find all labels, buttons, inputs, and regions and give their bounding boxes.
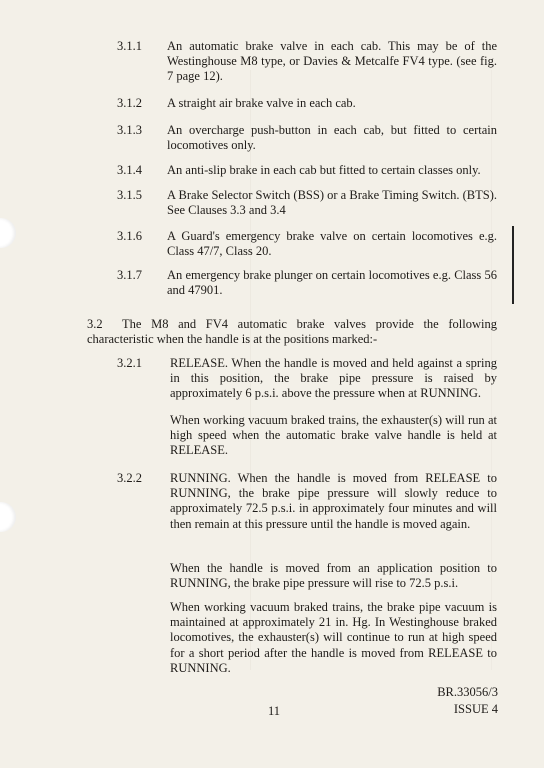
item-text: An anti-slip brake in each cab but fitted to certain classes only. [167, 163, 481, 177]
item-number: 3.1.2 [117, 96, 142, 110]
subitem-paragraph: When working vacuum braked trains, the exhauster(s) will run at high speed when the automatic brake valve handle is held at RELEASE. [170, 413, 497, 458]
item-text: An emergency brake plunger on certain locomotives e.g. Class 56 and 47901. [167, 268, 497, 298]
item-number: 3.1.7 [117, 268, 142, 282]
item-number: 3.1.1 [117, 39, 142, 53]
item-text: A straight air brake valve in each cab. [167, 96, 356, 110]
item-text: An overcharge push-button in each cab, but fitted to certain locomotives only. [167, 123, 497, 153]
subitem-number: 3.2.1 [117, 356, 142, 370]
page-number: 11 [268, 704, 281, 718]
punch-hole-bottom [0, 502, 16, 532]
subitem-paragraph: When working vacuum braked trains, the brake pipe vacuum is maintained at approximately 21 in. Hg. In Westinghouse braked locomotives, the exhauster(s) will continue to run at high speed for a short period after the handle is moved from RELEASE to RUNNING. [170, 600, 497, 675]
document-reference: BR.33056/3 [437, 685, 498, 699]
section-text: The M8 and FV4 automatic brake valves provide the following characteristic when the handle is at the positions marked:- [87, 317, 497, 347]
section-number: 3.2 [87, 317, 103, 331]
item-text: A Brake Selector Switch (BSS) or a Brake Timing Switch. (BTS). See Clauses 3.3 and 3.4 [167, 188, 497, 218]
item-text: An automatic brake valve in each cab. This may be of the Westinghouse M8 type, or Davies & Metcalfe FV4 type. (see fig. 7 page 12). [167, 39, 497, 84]
revision-margin-bar [512, 226, 514, 304]
subitem-paragraph: RUNNING. When the handle is moved from RELEASE to RUNNING, the brake pipe pressure will slowly reduce to approximately 72.5 p.s.i. in approximately four minutes and will then remain at this pressure until the handle is moved again. [170, 471, 497, 531]
punch-hole-top [0, 218, 16, 248]
item-number: 3.1.6 [117, 229, 142, 243]
subitem-paragraph: RELEASE. When the handle is moved and held against a spring in this position, the brake pipe pressure is raised by approximately 6 p.s.i. above the pressure when at RUNNING. [170, 356, 497, 401]
item-number: 3.1.5 [117, 188, 142, 202]
subitem-paragraph: When the handle is moved from an application position to RUNNING, the brake pipe pressure will rise to 72.5 p.s.i. [170, 561, 497, 591]
issue-number: ISSUE 4 [453, 702, 498, 716]
item-text: A Guard's emergency brake valve on certain locomotives e.g. Class 47/7, Class 20. [167, 229, 497, 259]
subitem-number: 3.2.2 [117, 471, 142, 485]
item-number: 3.1.4 [117, 163, 142, 177]
item-number: 3.1.3 [117, 123, 142, 137]
